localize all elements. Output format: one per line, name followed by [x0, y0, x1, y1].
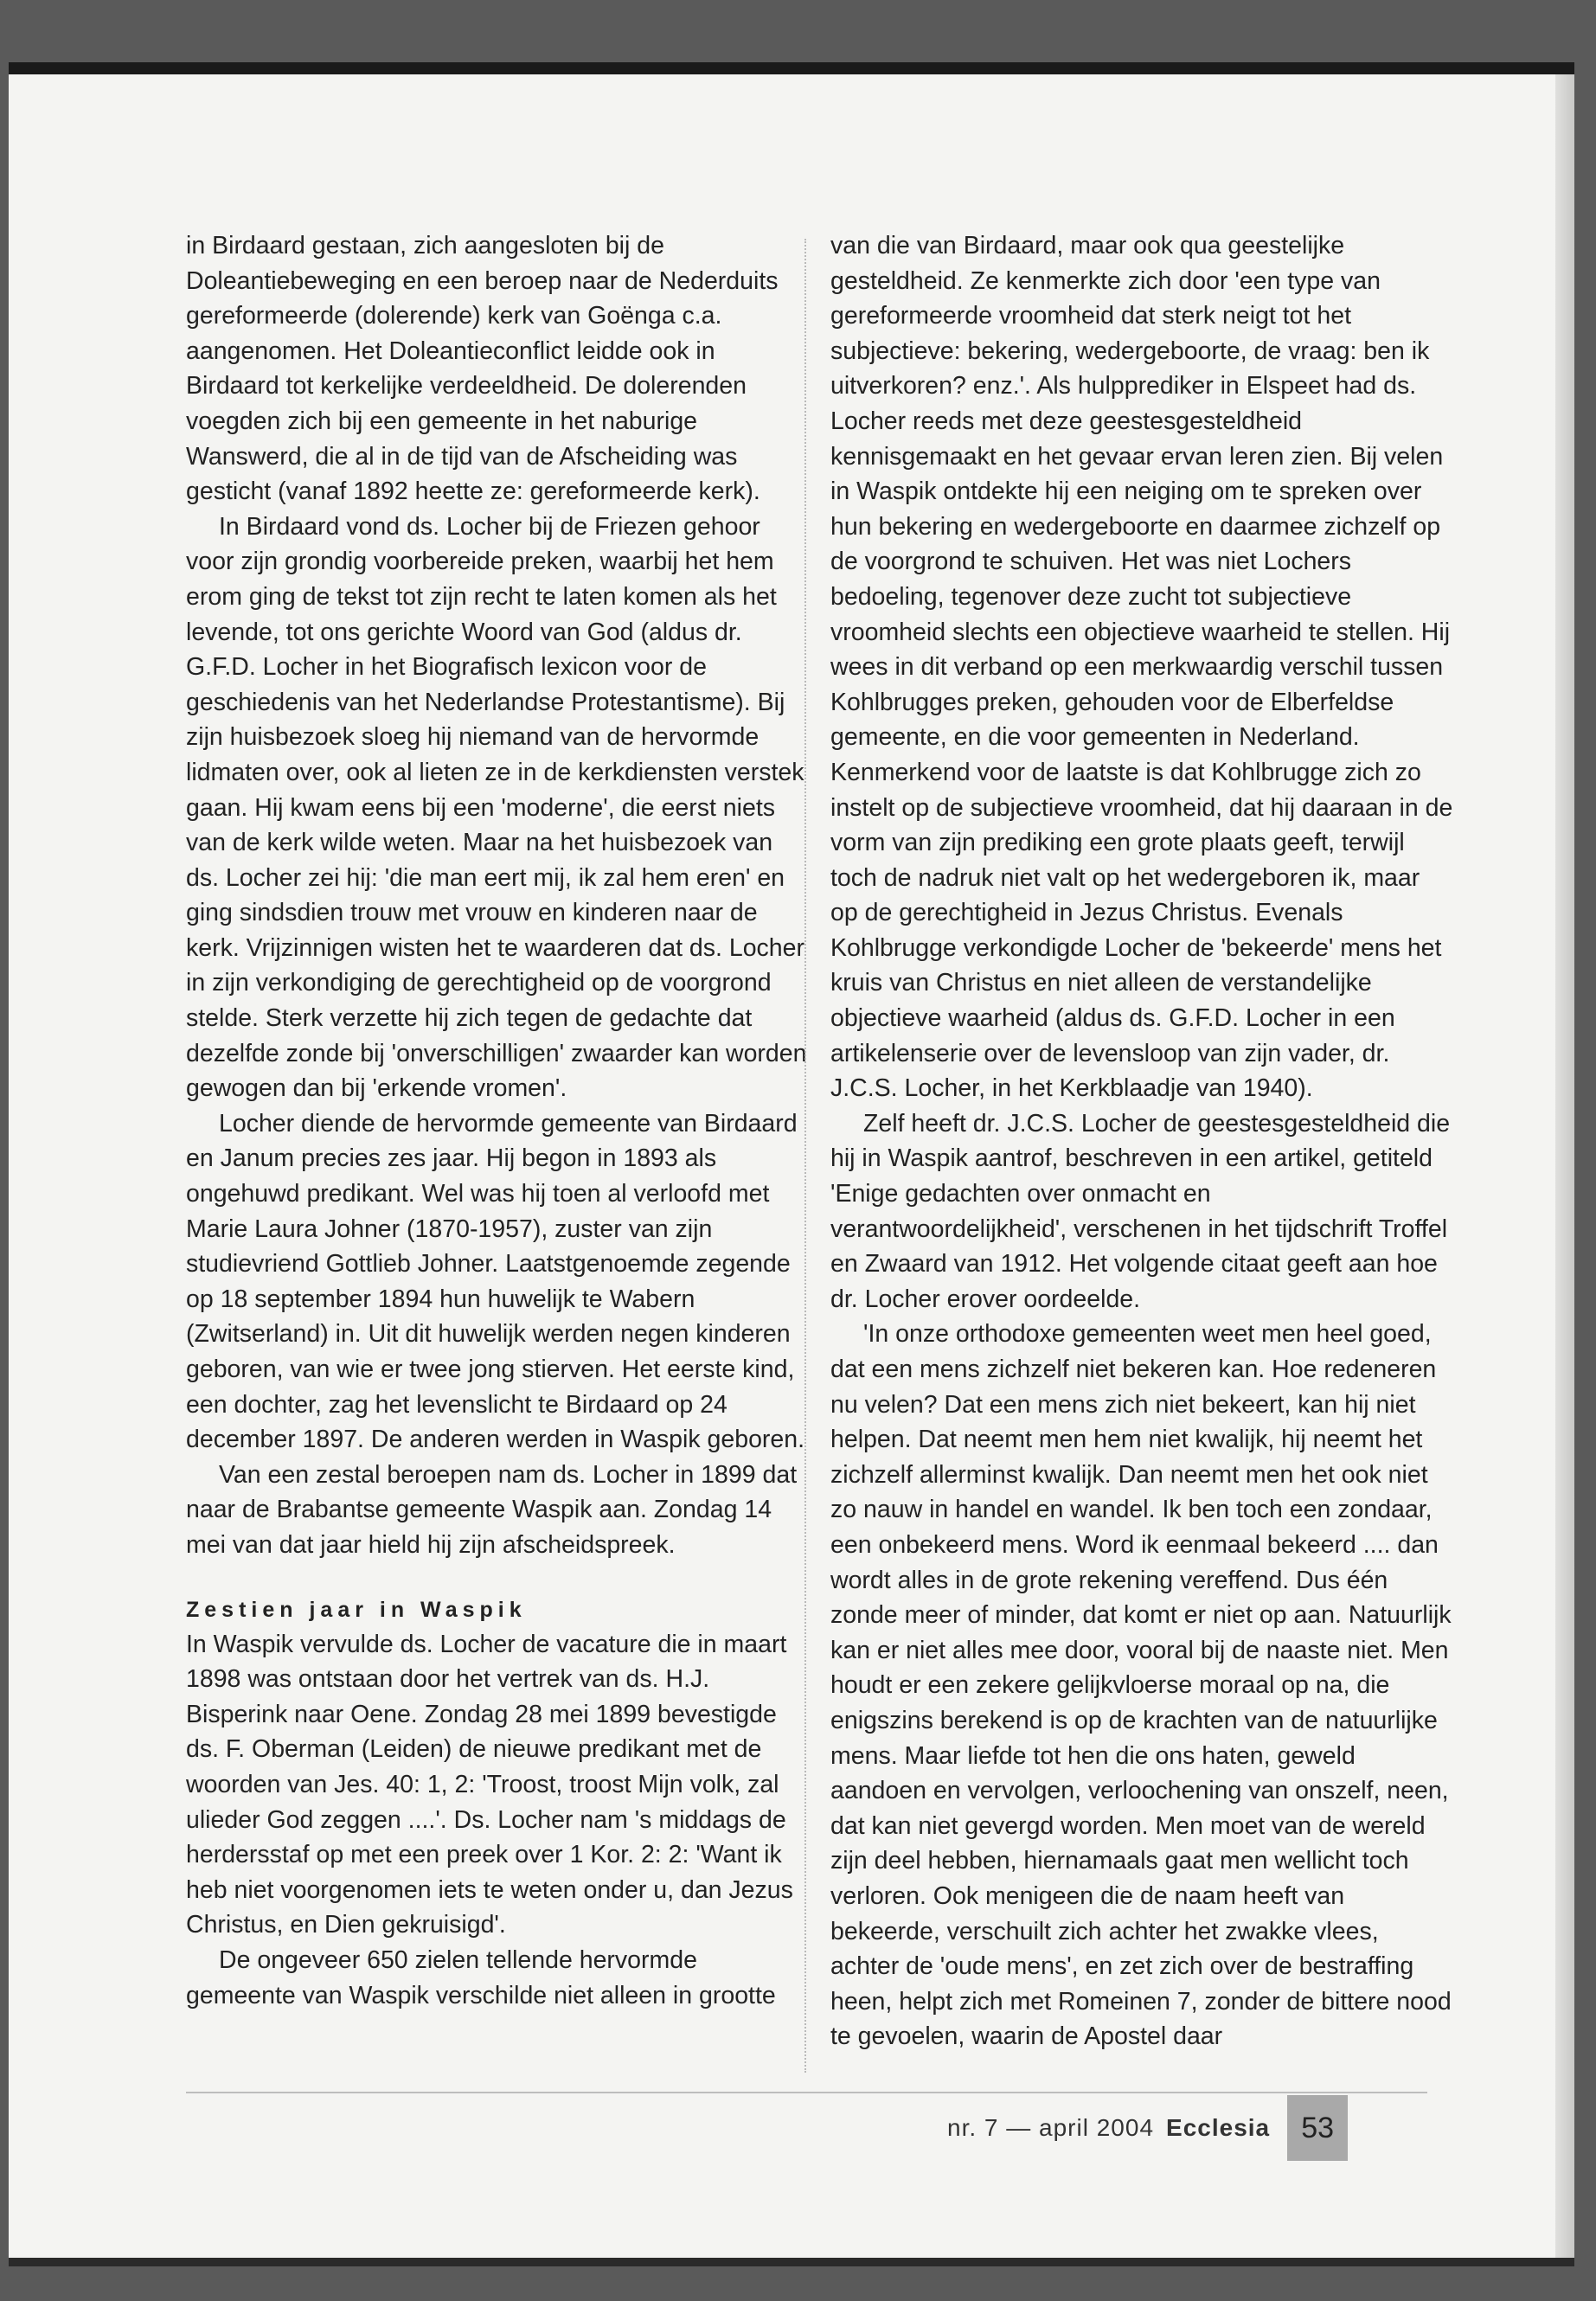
paragraph: van die van Birdaard, maar ook qua geestelijke gesteldheid. Ze kenmerkte zich door 'een type van gereformeerde vroomheid dat sterk neigt tot het subjectieve: bekering, wedergeboorte, de vraag: ben ik uitverkoren? enz.'. Als hulpprediker in Elspeet had ds. Locher reeds met deze geestesgesteldheid kennisgemaakt en het gevaar ervan leren zien. Bij velen in Waspik ontdekte hij een neiging om te spreken over hun bekering en wedergeboorte en daarmee zichzelf op de voorgrond te schuiven. Het was niet Lochers bedoeling, tegenover deze zucht tot subjectieve vroomheid slechts een objectieve waarheid te stellen. Hij wees in dit verband op een merkwaardig verschil tussen Kohlbrugges preken, gehouden voor de Elberfeldse gemeente, en die voor gemeenten in Nederland. Kenmerkend voor de laatste is dat Kohlbrugge zich zo instelt op de subjectieve vroomheid, dat hij daaraan in de vorm van zijn prediking een grote plaats geeft, terwijl toch de nadruk niet valt op het wedergeboren ik, maar op de gerechtigheid in Jezus Christus. Evenals Kohlbrugge verkondigde Locher de 'bekeerde' mens het kruis van Christus en niet alleen de verstandelijke objectieve waarheid (aldus ds. G.F.D. Locher in een artikelenserie over de levensloop van zijn vader, dr. J.C.S. Locher, in het Kerkblaadje van 1940). — [830, 232, 1453, 1103]
left-column — [186, 228, 809, 2013]
paragraph: De ongeveer 650 zielen tellende hervormde gemeente van Waspik verschilde niet alleen in grootte — [186, 1945, 776, 2009]
paragraph: Locher diende de hervormde gemeente van Birdaard en Janum precies zes jaar. Hij begon in 1893 als ongehuwd predikant. Wel was hij toen al verloofd met Marie Laura Johner (1870-1957), zuster van zijn studievriend Gottlieb Johner. Laatstgenoemde zegende op 18 september 1894 hun huwelijk te Wabern (Zwitserland) in. Uit dit huwelijk werden negen kinderen geboren, van wie er twee jong stierven. Het eerste kind, een dochter, zag het levenslicht te Birdaard op 24 december 1897. De anderen werden in Waspik geboren. — [186, 1109, 805, 1454]
magazine-name: Ecclesia — [1166, 2114, 1271, 2141]
document-page — [9, 62, 1574, 2266]
column-divider — [804, 239, 806, 2073]
paragraph: Van een zestal beroepen nam ds. Locher in 1899 dat naar de Brabantse gemeente Waspik aan. Zondag 14 mei van dat jaar hield hij zijn afscheidspreek. — [186, 1460, 798, 1559]
issue-label: nr. 7 — april 2004 — [947, 2114, 1155, 2141]
paragraph: In Waspik vervulde ds. Locher de vacature die in maart 1898 was ontstaan door het vertrek van ds. H.J. Bisperink naar Oene. Zondag 28 mei 1899 bevestigde ds. F. Oberman (Leiden) de nieuwe predikant met de woorden van Jes. 40: 1, 2: 'Troost, troost Mijn volk, zal ulieder God zeggen ....'. Ds. Locher nam 's middags de herdersstaf op met een preek over 1 Kor. 2: 2: 'Want ik heb niet voorgenomen iets te weten onder u, dan Jezus Christus, en Dien gekruisigd'. — [186, 1630, 793, 1939]
page-footer — [947, 2095, 1348, 2161]
section-heading: Zestien jaar in Waspik — [186, 1597, 527, 1622]
paragraph: In Birdaard vond ds. Locher bij de Friezen gehoor voor zijn grondig voorbereide preken, waarbij het hem erom ging de tekst tot zijn recht te laten komen als het levende, tot ons gerichte Woord van God (aldus dr. G.F.D. Locher in het Biografisch lexicon voor de geschiedenis van het Nederlandse Protestantisme). Bij zijn huisbezoek sloeg hij niemand van de hervormde lidmaten over, ook al lieten ze in de kerkdiensten verstek gaan. Hij kwam eens bij een 'moderne', die eerst niets van de kerk wilde weten. Maar na het huisbezoek van ds. Locher zei hij: 'die man eert mij, ik zal hem eren' en ging sindsdien trouw met vrouw en kinderen naar de kerk. Vrijzinnigen wisten het te waarderen dat ds. Locher in zijn verkondiging de gerechtigheid op de voorgrond stelde. Sterk verzette hij zich tegen de gedachte dat dezelfde zonde bij 'onverschilligen' zwaarder kan worden gewogen dan bij 'erkende vromen'. — [186, 512, 807, 1103]
paragraph: Zelf heeft dr. J.C.S. Locher de geestesgesteldheid die hij in Waspik aantrof, beschreven in een artikel, getiteld 'Enige gedachten over onmacht en verantwoordelijkheid', verschenen in het tijdschrift Troffel en Zwaard van 1912. Het volgende citaat geeft aan hoe dr. Locher erover oordeelde. — [830, 1109, 1451, 1313]
right-column — [830, 228, 1453, 2054]
page-bottom-edge — [9, 2258, 1574, 2266]
page-edge-shadow — [1555, 74, 1574, 2266]
footer-rule — [186, 2092, 1427, 2093]
paragraph: in Birdaard gestaan, zich aangesloten bij de Doleantiebeweging en een beroep naar de Nederduits gereformeerde (dolerende) kerk van Goënga c.a. aangenomen. Het Doleantieconflict leidde ook in Birdaard tot kerkelijke verdeeldheid. De dolerenden voegden zich bij een gemeente in het naburige Wanswerd, die al in de tijd van de Afscheiding was gesticht (vanaf 1892 heette ze: gereformeerde kerk). — [186, 232, 779, 506]
paragraph: 'In onze orthodoxe gemeenten weet men heel goed, dat een mens zichzelf niet bekeren kan. Hoe redeneren nu velen? Dat een mens zich niet bekeert, kan hij niet helpen. Dat neemt men hem niet kwalijk, hij neemt het zichzelf allerminst kwalijk. Dan neemt men het ook niet zo nauw in handel en wandel. Ik ben toch een zondaar, een onbekeerd mens. Word ik eenmaal bekeerd .... dan wordt alles in de grote rekening vereffend. Dus één zonde meer of minder, dat komt er niet op aan. Natuurlijk kan er niet alles mee door, vooral bij de naaste niet. Men houdt er een zekere gelijkvloerse moraal op na, die enigszins berekend is op de krachten van de natuurlijke mens. Maar liefde tot hen die ons haten, geweld aandoen en vervolgen, verloochening van onszelf, neen, dat kan niet gevergd worden. Men moet van de wereld zijn deel hebben, hiernamaals gaat men wellicht toch verloren. Ook menigeen die de naam heeft van bekeerde, verschuilt zich achter het zwakke vlees, achter de 'oude mens', en zet zich over de bestraffing heen, helpt zich met Romeinen 7, zonder de bittere nood te gevoelen, waarin de Apostel daar — [830, 1320, 1452, 2051]
page-number: 53 — [1287, 2095, 1348, 2161]
